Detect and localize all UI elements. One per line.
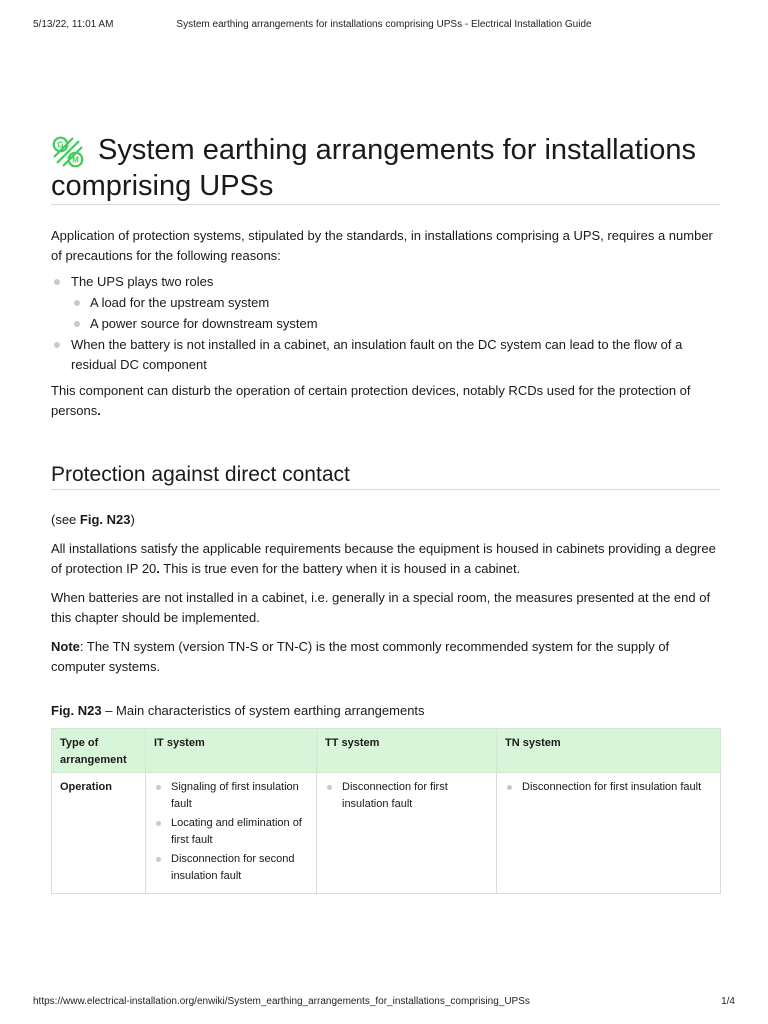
list-item <box>51 335 720 375</box>
table-header-row <box>52 729 721 773</box>
list-item <box>51 272 720 334</box>
note-paragraph <box>51 637 720 677</box>
direct-contact-paragraph <box>51 539 720 579</box>
see-reference <box>51 510 720 530</box>
list-item-text: The UPS plays two roles <box>71 274 214 289</box>
column-header: TN system <box>497 729 721 773</box>
reasons-list <box>51 272 720 375</box>
list-item: Disconnection for first insulation fault <box>505 779 712 796</box>
batteries-paragraph: When batteries are not installed in a cabinet, i.e. generally in a special room, the measures presented at the end of this chapter should be implemented. <box>51 590 711 625</box>
cell-list <box>325 779 488 813</box>
note-label: Note <box>51 639 80 654</box>
list-item: Disconnection for second insulation fault <box>154 851 308 885</box>
gm-logo-icon <box>51 135 85 169</box>
list-item: Disconnection for first insulation fault <box>325 779 488 813</box>
svg-text:M: M <box>72 155 79 165</box>
page-title: System earthing arrangements for installations comprising UPSs <box>51 134 697 202</box>
list-item-text: When the battery is not installed in a cabinet, an insulation fault on the DC system can lead to the flow of a residual DC component <box>71 337 683 372</box>
figure-reference-link[interactable]: Fig. N23 <box>79 512 131 527</box>
list-item-text: A power source for downstream system <box>90 316 318 331</box>
rcd-paragraph-period: . <box>97 403 101 418</box>
intro-paragraph: Application of protection systems, stipulated by the standards, in installations comprising a UPS, requires a number of precautions for the following reasons: <box>51 228 713 263</box>
sub-list <box>71 293 720 334</box>
table-cell <box>146 773 317 894</box>
rcd-paragraph <box>51 381 720 421</box>
list-item-text: A load for the upstream system <box>90 295 270 310</box>
rcd-paragraph-text: This component can disturb the operation of certain protection devices, notably RCDs used for the protection of persons <box>51 383 691 418</box>
print-url: https://www.electrical-installation.org/enwiki/System_earthing_arrangements_for_installations_comprising_UPSs <box>33 996 530 1007</box>
earthing-table <box>51 728 721 894</box>
column-header: Type of arrangement <box>52 729 146 773</box>
note-text: : The TN system (version TN-S or TN-C) is the most commonly recommended system for the supply of computer systems. <box>51 639 670 674</box>
print-document-title: System earthing arrangements for installations comprising UPSs - Electrical Installation Guide <box>176 19 592 30</box>
cell-list <box>505 779 712 796</box>
print-date: 5/13/22, 11:01 AM <box>33 19 114 30</box>
paragraph-text: This is true even for the battery when it is housed in a cabinet. <box>159 561 521 576</box>
figure-caption <box>51 701 720 721</box>
table-cell <box>317 773 497 894</box>
paragraph-text: All installations satisfy the applicable requirements because the equipment is housed in cabinets providing a degree of protection IP 20 <box>51 541 716 576</box>
section-heading: Protection against direct contact <box>51 463 350 486</box>
section-divider <box>51 489 720 490</box>
title-row <box>51 132 720 204</box>
article-content <box>51 132 720 894</box>
print-footer <box>33 996 735 1010</box>
cell-list <box>154 779 308 885</box>
table-row <box>52 773 721 894</box>
see-prefix: (see <box>51 512 80 527</box>
title-divider <box>51 204 720 205</box>
print-header <box>33 19 735 33</box>
column-header: TT system <box>317 729 497 773</box>
list-item: Signaling of first insulation fault <box>154 779 308 813</box>
see-suffix: ) <box>130 512 135 527</box>
row-header: Operation <box>52 773 146 894</box>
column-header: IT system <box>146 729 317 773</box>
list-item: Locating and elimination of first fault <box>154 815 308 849</box>
figure-caption-text: – Main characteristics of system earthing arrangements <box>101 703 425 718</box>
list-item <box>71 293 720 313</box>
figure-ref: Fig. N23 <box>51 703 102 718</box>
svg-text:G: G <box>57 140 64 150</box>
page-number: 1/4 <box>721 996 735 1007</box>
table-cell <box>497 773 721 894</box>
paragraph-bold-period: . <box>156 561 160 576</box>
list-item <box>71 314 720 334</box>
